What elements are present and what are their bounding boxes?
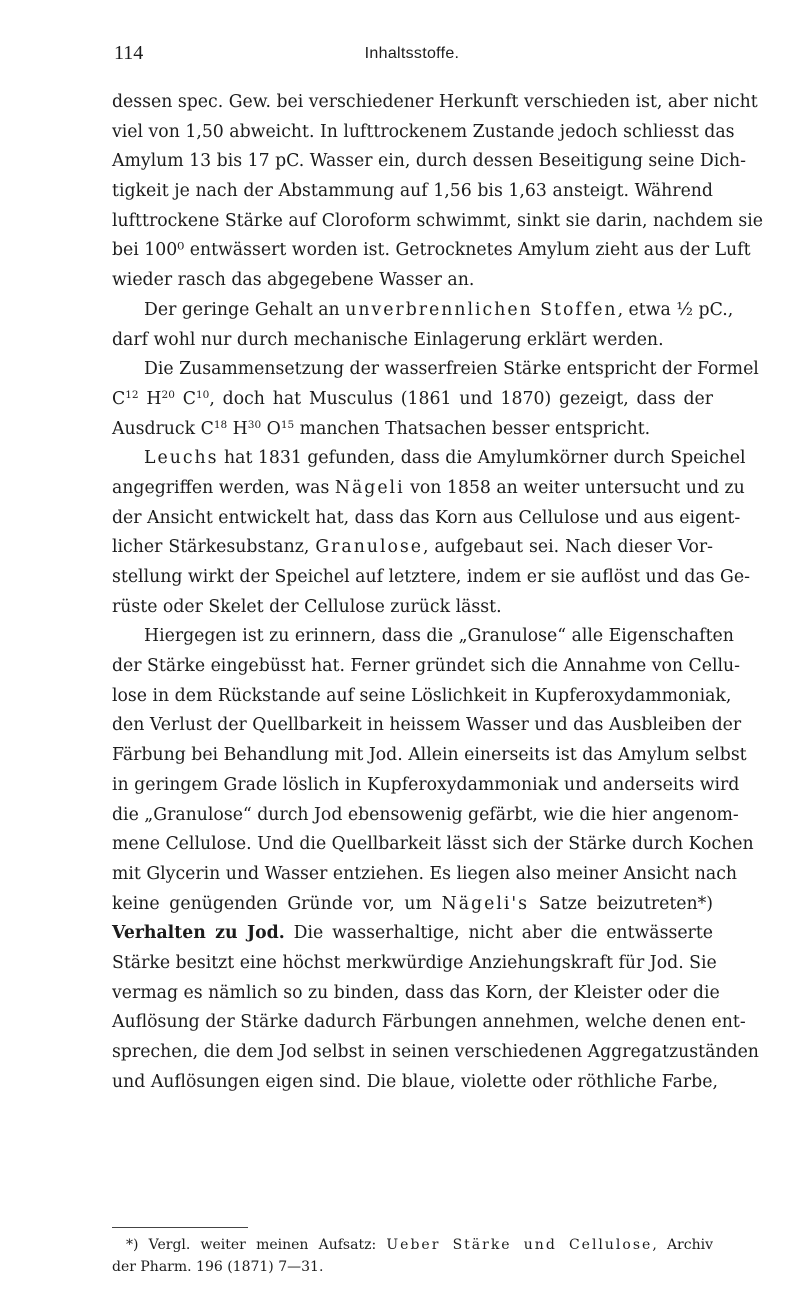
text-run: hat 1831 gefunden, dass die Amylumkörner durch Speichel (218, 448, 746, 469)
text-line: Stärke besitzt eine höchst merkwürdige Anziehungskraft für Jod. Sie (112, 952, 717, 973)
text-run: keine genügenden Gründe vor, um (112, 893, 442, 914)
superscript: 20 (161, 388, 175, 401)
text-run: Der geringe Gehalt an (144, 299, 346, 320)
text-line: Auflösung der Stärke dadurch Färbungen annehmen, welche denen ent- (112, 1012, 746, 1033)
text-run: angegriffen werden, was (112, 477, 335, 498)
text-run: Satze beizutreten*) (529, 893, 713, 914)
text-line: wieder rasch das abgegebene Wasser an. (112, 270, 475, 291)
footnote-line (112, 1234, 713, 1256)
text-line: den Verlust der Quellbarkeit in heissem Wasser und das Ausbleiben der (112, 715, 742, 736)
body-text (112, 88, 764, 1097)
text-line: tigkeit je nach der Abstammung auf 1,56 bis 1,63 ansteigt. Während (112, 181, 713, 202)
text-line (112, 474, 745, 504)
text-run: *) Vergl. weiter meinen Aufsatz: (126, 1237, 387, 1253)
footnote (112, 1234, 713, 1278)
text-line: darf wohl nur durch mechanische Einlagerung erklärt werden. (112, 329, 664, 350)
text-line: vermag es nämlich so zu binden, dass das Korn, der Kleister oder die (112, 982, 720, 1003)
text-line: lose in dem Rückstande auf seine Löslichkeit in Kupferoxydammoniak, (112, 685, 732, 706)
text-run: Ausdruck C (112, 418, 214, 439)
text-line: Färbung bei Behandlung mit Jod. Allein einerseits ist das Amylum selbst (112, 745, 747, 766)
text-line: in geringem Grade löslich in Kupferoxydammoniak und anderseits wird (112, 774, 740, 795)
text-run: H (138, 388, 162, 409)
text-run: , aufgebaut sei. Nach dieser Vor- (422, 537, 713, 558)
page-number: 114 (114, 42, 144, 64)
text-line: und Auflösungen eigen sind. Die blaue, violette oder röthliche Farbe, (112, 1071, 718, 1092)
footnote-line: der Pharm. 196 (1871) 7—31. (112, 1259, 324, 1275)
text-line: der Stärke eingebüsst hat. Ferner gründet sich die Annahme von Cellu- (112, 656, 740, 677)
text-line (112, 444, 746, 474)
text-run: H (227, 418, 248, 439)
text-run: C (174, 388, 196, 409)
author-name: Nägeli's (441, 893, 530, 914)
text-line (112, 919, 713, 949)
text-line: bei 100⁰ entwässert worden ist. Getrocknetes Amylum zieht aus der Luft (112, 240, 751, 261)
text-line (112, 890, 713, 920)
superscript: 12 (125, 388, 139, 401)
superscript: 15 (280, 418, 295, 431)
text-line: viel von 1,50 abweicht. In lufttrockenem Zustande jedoch schliesst das (112, 121, 735, 142)
text-line: Amylum 13 bis 17 pC. Wasser ein, durch dessen Beseitigung seine Dich- (112, 151, 746, 172)
text-line: mit Glycerin und Wasser entziehen. Es liegen also meiner Ansicht nach (112, 863, 738, 884)
section-heading: Verhalten zu Jod. (112, 923, 285, 944)
superscript: 18 (213, 418, 228, 431)
text-line (112, 296, 734, 326)
text-line: mene Cellulose. Und die Quellbarkeit lässt sich der Stärke durch Kochen (112, 834, 754, 855)
text-run: , doch hat Musculus (1861 und 1870) gezeigt, dass der (209, 388, 713, 409)
author-name: Nägeli (334, 477, 405, 498)
formula-line (112, 385, 713, 415)
text-line (112, 533, 713, 563)
text-line: rüste oder Skelet der Cellulose zurück lässt. (112, 596, 502, 617)
text-run: , etwa ½ pC., (617, 299, 734, 320)
spaced-term: unverbrennlichen Stoffen (345, 299, 618, 320)
text-line: dessen spec. Gew. bei verschiedener Herkunft verschieden ist, aber nicht (112, 92, 758, 112)
author-name: Leuchs (144, 448, 219, 469)
footnote-rule (112, 1227, 248, 1228)
text-line: Die Zusammensetzung der wasserfreien Stärke entspricht der Formel (144, 359, 759, 380)
text-line: die „Granulose“ durch Jod ebensowenig gefärbt, wie die hier angenom- (112, 804, 739, 825)
superscript: 30 (247, 418, 262, 431)
text-run: O (261, 418, 281, 439)
running-title: Inhaltsstoffe. (364, 45, 460, 62)
text-line: stellung wirkt der Speichel auf letztere, indem er sie auflöst und das Ge- (112, 567, 750, 587)
text-run: Die wasserhaltige, nicht aber die entwässerte (284, 923, 713, 944)
text-line: Hiergegen ist zu erinnern, dass die „Granulose“ alle Eigenschaften (144, 626, 734, 647)
text-run: licher Stärkesubstanz, (112, 537, 316, 558)
page-header (112, 42, 712, 76)
cited-title: Ueber Stärke und Cellulose (386, 1237, 653, 1253)
text-run: C (112, 388, 126, 409)
text-run: von 1858 an weiter untersucht und zu (404, 477, 745, 498)
text-line: sprechen, die dem Jod selbst in seinen verschiedenen Aggregatzuständen (112, 1042, 759, 1062)
spaced-term: Granulose (315, 537, 423, 558)
text-line: lufttrockene Stärke auf Cloroform schwimmt, sinkt sie darin, nachdem sie (112, 210, 764, 231)
text-run: manchen Thatsachen besser entspricht. (294, 418, 651, 439)
formula-line (112, 415, 713, 445)
text-run: , Archiv (652, 1237, 713, 1253)
superscript: 10 (195, 388, 210, 401)
text-line: der Ansicht entwickelt hat, dass das Korn aus Cellulose und aus eigent- (112, 507, 741, 528)
